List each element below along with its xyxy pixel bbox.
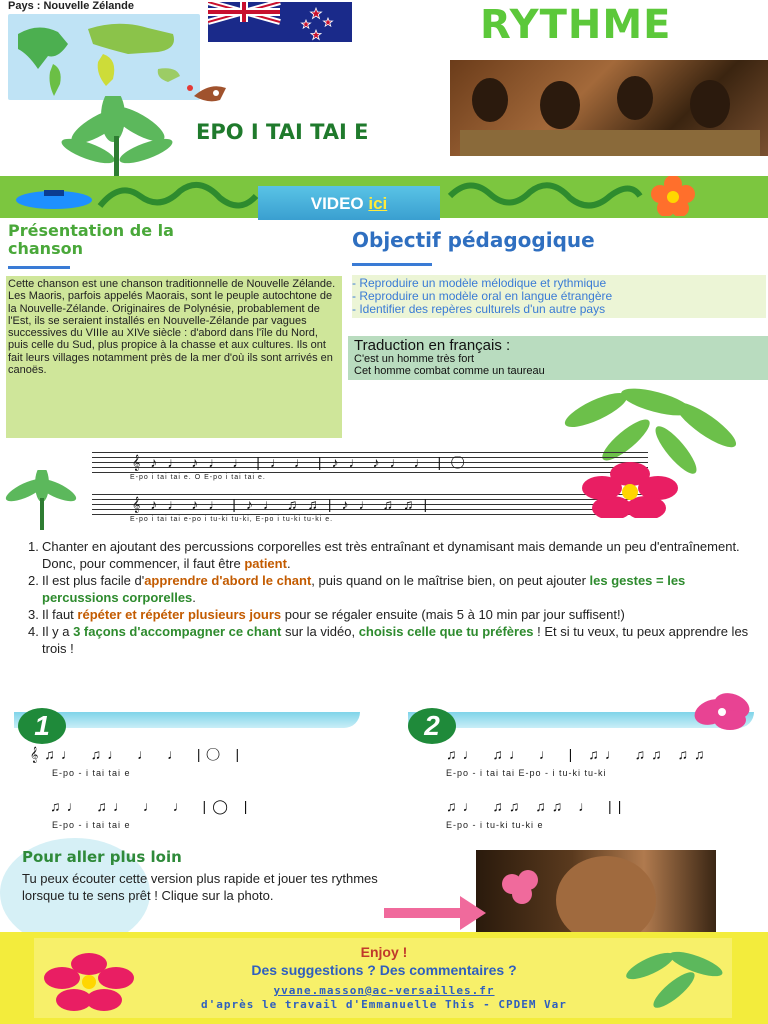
step-highlight: les gestes = les percussions corporelles xyxy=(42,573,686,605)
list-item xyxy=(28,572,758,606)
rhythm-notes: ♫♩ ♫♩ ♩ | ♫♩ ♫♫ ♫♫ xyxy=(446,746,711,762)
score-lyrics: E-po i tai tai e. O E-po i tai tai e. xyxy=(130,474,266,481)
objectives-title: Objectif pédagogique xyxy=(352,228,595,252)
step-text: pour se régaler ensuite (mais 5 à 10 min par jour suffisent!) xyxy=(281,607,625,622)
step-number: 3. xyxy=(28,607,39,622)
footer-credit: d'après le travail d'Emmanuelle This - CPDEM Var xyxy=(201,998,567,1011)
page-title: RYTHME xyxy=(480,2,672,48)
email-link[interactable]: yvane.masson@ac-versailles.fr xyxy=(273,984,495,997)
list-item: - Reproduire un modèle mélodique et rythmique xyxy=(352,276,607,290)
video-label: VIDEO xyxy=(310,194,369,213)
haka-photo[interactable] xyxy=(450,60,768,156)
music-notes: 𝄞♪♩♪♩|♪♩♫♫|♪♩♫♫| xyxy=(132,496,438,512)
rhythm-notes: ♫♩ ♫♫ ♫♫ ♩ || xyxy=(446,798,628,814)
badge-2: 2 xyxy=(408,708,456,744)
flower-icon xyxy=(650,176,696,216)
divider xyxy=(8,266,70,269)
step-number: 4. xyxy=(28,624,39,639)
plant-decoration-icon xyxy=(2,470,82,530)
list-item xyxy=(28,538,758,572)
rhythm-notes: 𝄞♫♩ ♫♩ ♩ ♩ |◯ | xyxy=(30,746,246,762)
rhythm-notes: ♫♩ ♫♩ ♩ ♩ |◯ | xyxy=(50,798,254,814)
divider xyxy=(352,263,432,266)
step-text: ! Et si tu veux, tu peux apprendre les trois ! xyxy=(42,624,749,656)
girl-photo-link[interactable] xyxy=(476,850,716,932)
step-highlight: 3 façons d'accompagner ce chant xyxy=(73,624,282,639)
footer-enjoy: Enjoy ! xyxy=(360,944,408,960)
step-text: sur la vidéo, xyxy=(281,624,359,639)
list-item: - Reproduire un modèle oral en langue étrangère xyxy=(352,289,613,303)
step-highlight: choisis celle que tu préfères xyxy=(358,624,534,639)
further-text: Tu peux écouter cette version plus rapide et jouer tes rythmes lorsque tu te sens prêt ! Clique sur la photo. xyxy=(22,871,378,903)
canoe-icon xyxy=(14,186,94,212)
step-text: . xyxy=(192,590,196,605)
translation-title: Traduction en français : xyxy=(354,337,511,354)
music-notes: 𝄞♪♩♪♩♩|♩♩|♪♩♪♩♩|◯ xyxy=(132,454,475,470)
step-highlight: répéter et répéter plusieurs jours xyxy=(77,607,282,622)
world-map-image xyxy=(8,14,200,100)
translation-line: C'est un homme très fort xyxy=(354,353,475,365)
step-number: 2. xyxy=(28,573,39,588)
footer-suggestions: Des suggestions ? Des commentaires ? xyxy=(251,962,517,978)
pin-icon xyxy=(190,82,230,104)
step-text: , puis quand on le maîtrise bien, on peut ajouter xyxy=(311,573,590,588)
arrow-icon xyxy=(384,908,464,918)
hibiscus-flower-icon xyxy=(690,690,754,730)
translation-line: Cet homme combat comme un taureau xyxy=(354,365,545,377)
video-link-text[interactable]: ici xyxy=(368,194,388,213)
presentation-text: Cette chanson est une chanson traditionnelle de Nouvelle Zélande. Les Maoris, parfois appelés Maorais, sont le peuple autochtone de la Nouvelle-Zélande. Originaires de Polynésie, probablement de l'Est, ils se seraient installés en Nouvelle-Zélande par vagues successives du VIIIe au XIVe siècle : d'abord dans l'île du Nord, puis celle du Sud, plus propice à la chasse et aux cultures. Ils ont fait leurs villages notamment près de la mer d'où ils sont arrivés en canoës. xyxy=(8,278,336,377)
step-highlight: patient xyxy=(244,556,287,571)
step-text: . xyxy=(286,556,291,571)
step-text: Il est plus facile d' xyxy=(42,573,145,588)
presentation-title: Présentation de la chanson xyxy=(8,221,174,258)
music-staff-1 xyxy=(92,452,648,474)
score-lyrics: E-po i tai tai e-po i tu-ki tu-ki, E-po i tu-ki tu-ki e. xyxy=(130,516,334,523)
badge-1: 1 xyxy=(18,708,66,744)
objectives-list xyxy=(352,275,766,318)
step-text: Il y a xyxy=(42,624,74,639)
list-item: - Identifier des repères culturels d'un autre pays xyxy=(352,302,606,316)
video-link[interactable] xyxy=(258,194,440,214)
new-zealand-flag xyxy=(208,2,352,42)
hibiscus-flower-icon xyxy=(582,462,678,518)
rhythm-lyrics: E-po - i tu-ki tu-ki e xyxy=(446,820,544,830)
rhythm-lyrics: E-po - i tai tai E-po - i tu-ki tu-ki xyxy=(446,768,607,778)
further-title: Pour aller plus loin xyxy=(22,848,182,866)
country-label: Pays : Nouvelle Zélande xyxy=(8,0,134,12)
plant-decoration-icon xyxy=(58,96,178,186)
list-item xyxy=(28,623,758,657)
step-text: Chanter en ajoutant des percussions corporelles est très entraînant et dynamisant mais demande un peu d'entraînement. Donc, pour commencer, il faut être xyxy=(42,539,740,571)
rhythm-lyrics: E-po - i tai tai e xyxy=(52,768,131,778)
instructions-list xyxy=(28,538,758,657)
arrow-head-icon xyxy=(460,896,486,930)
list-item xyxy=(28,606,758,623)
song-title: EPO I TAI TAI E xyxy=(196,120,369,144)
step-highlight: apprendre d'abord le chant xyxy=(144,573,312,588)
step-number: 1. xyxy=(28,539,39,554)
rhythm-lyrics: E-po - i tai tai e xyxy=(52,820,131,830)
music-staff-2 xyxy=(92,494,648,516)
step-text: Il faut xyxy=(42,607,78,622)
